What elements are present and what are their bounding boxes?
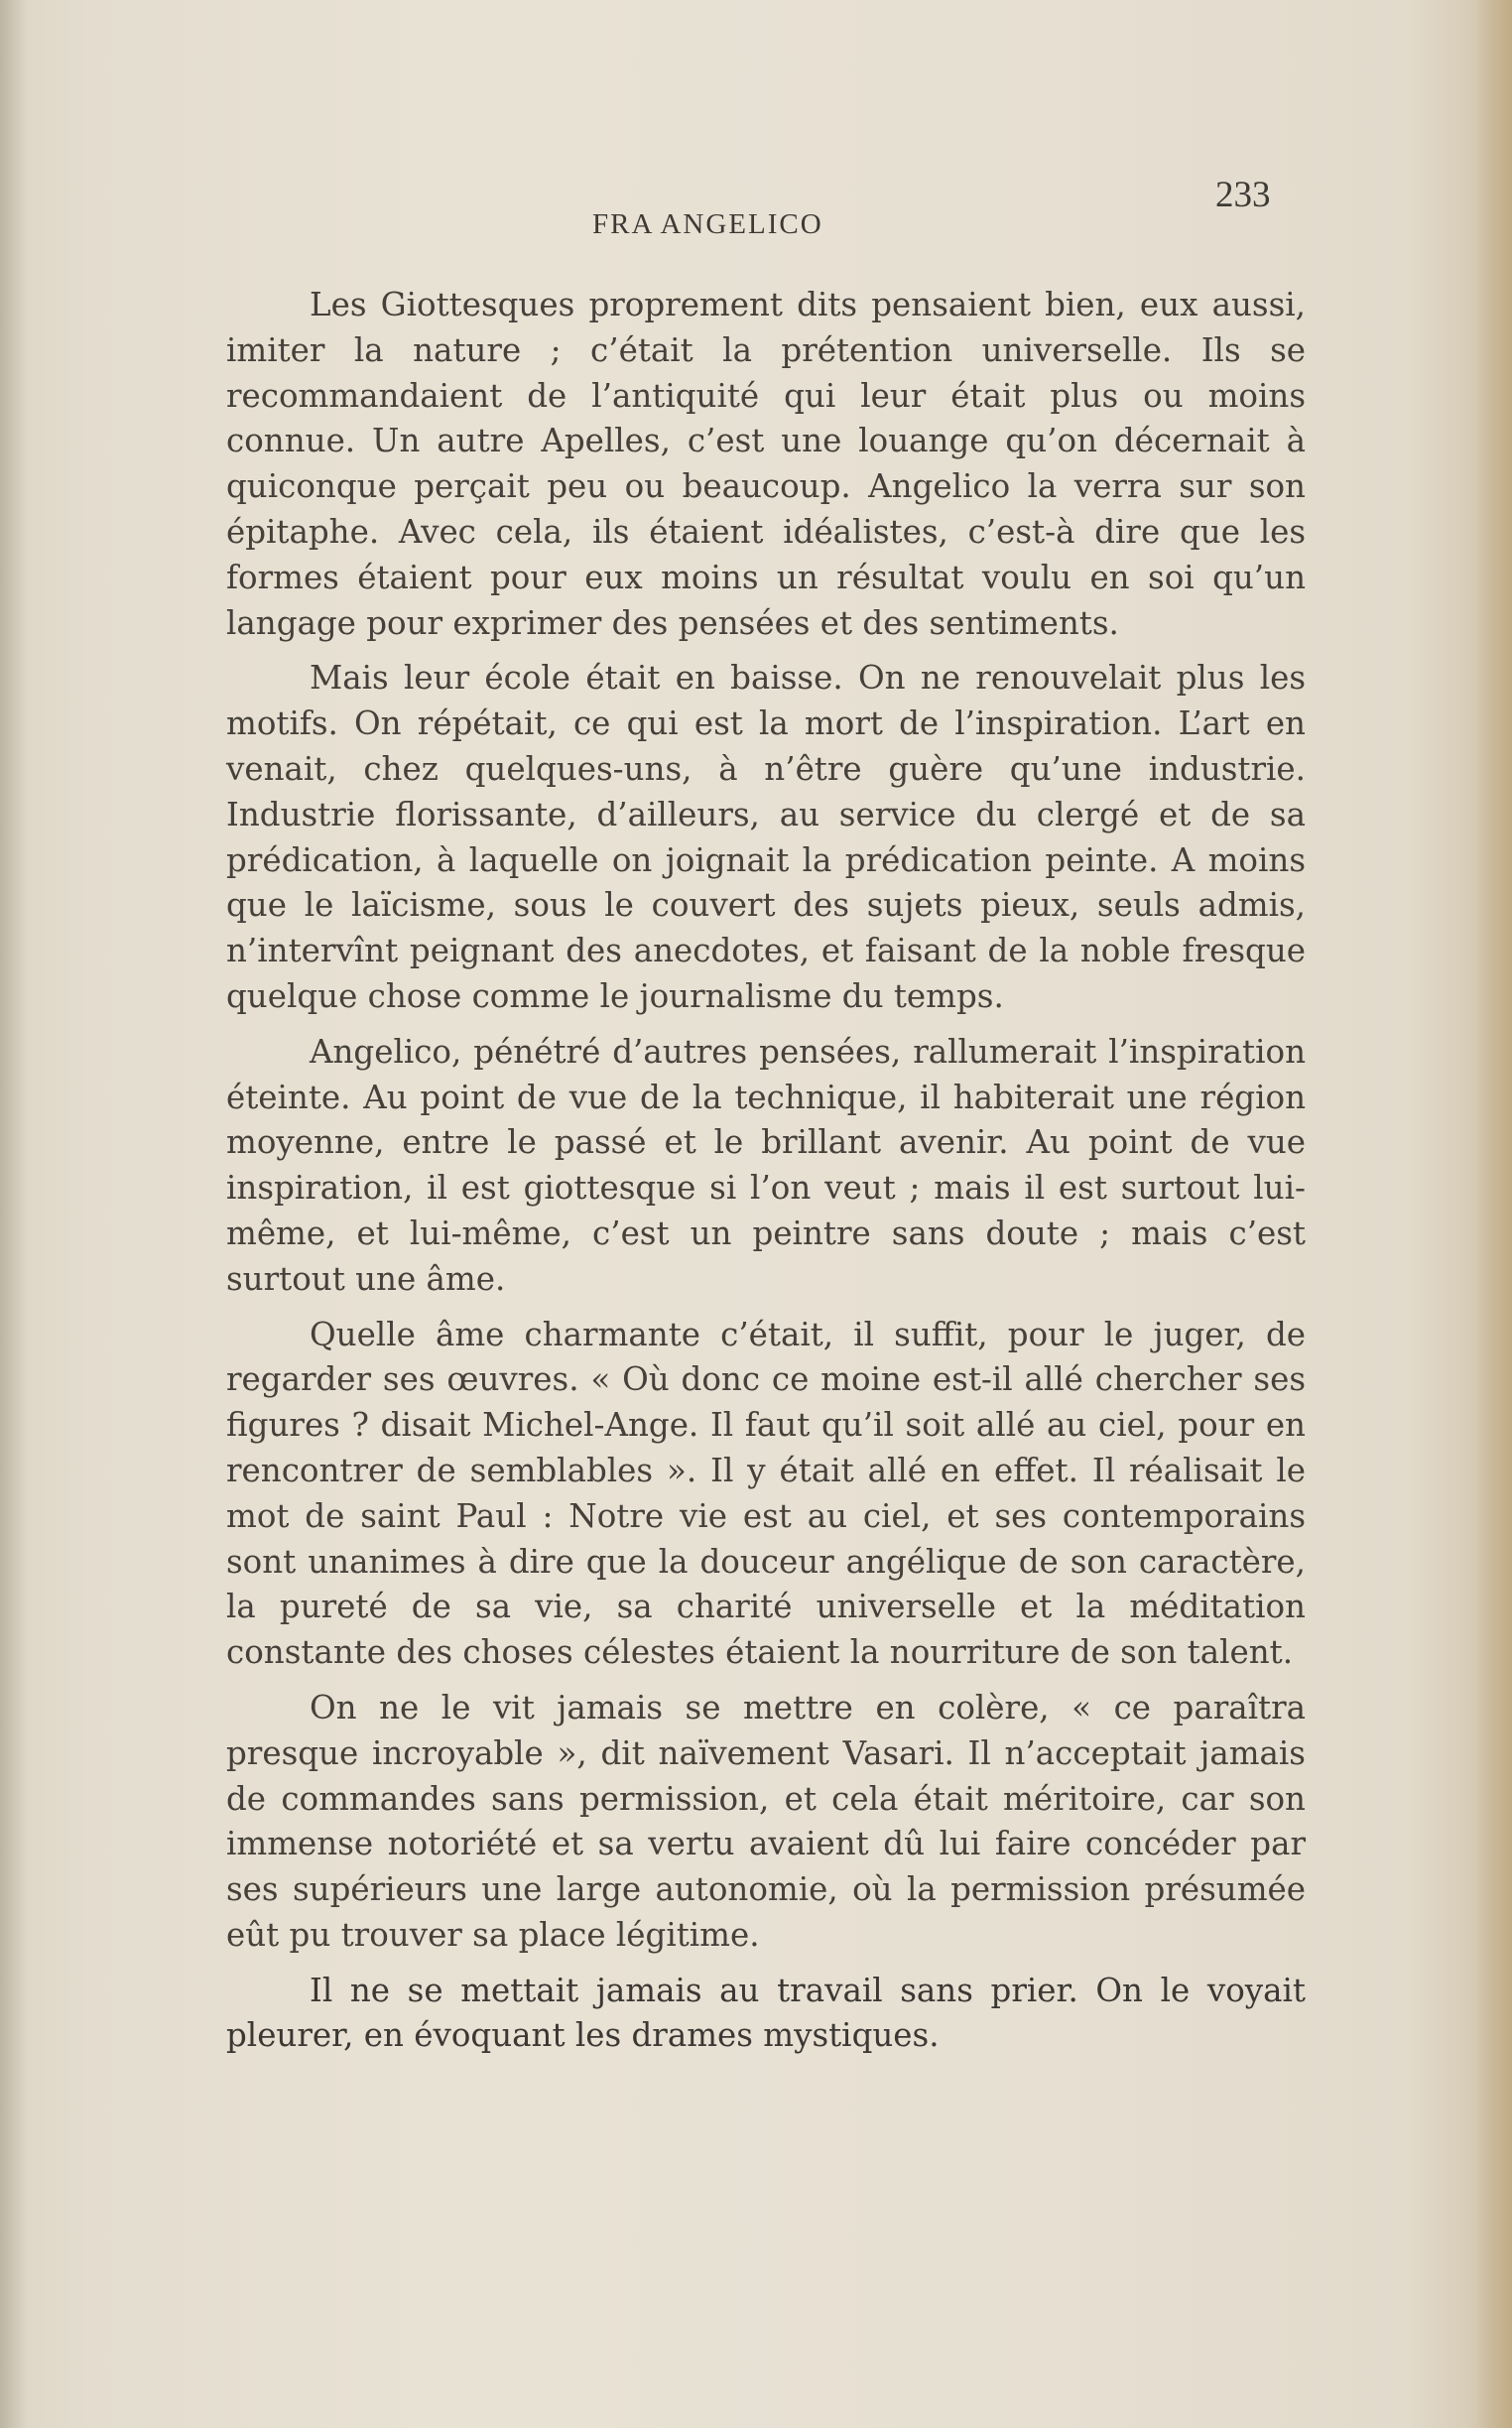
paragraph-ecole-en-baisse: Mais leur école était en baisse. On ne renouvelait plus les motifs. On répétait, ce qui est la mort de l’inspiration. L’art en venait, chez quelques-uns, à n’être guère qu’une industrie. Industrie florissante, d’ailleurs, au service du clergé et de sa prédication, à laquelle on joignait la prédication peinte. A moins que le laïcisme, sous le couvert des sujets pieux, seuls admis, n’intervînt peignant des anecdotes, et faisant de la noble fresque quelque chose comme le journalisme du temps. xyxy=(226,659,1306,1015)
paragraph-prier: Il ne se mettait jamais au travail sans prier. On le voyait pleurer, en évoquant les drames mystiques. xyxy=(226,1971,1306,2055)
paragraph-angelico-inspiration: Angelico, pénétré d’autres pensées, rallumerait l’inspiration éteinte. Au point de vue de la technique, il habiterait une région moyenne, entre le passé et le brillant avenir. Au point de vue inspiration, il est giottesque si l’on veut ; mais il est surtout lui-même, et lui-même, c’est un peintre sans doute ; mais c’est surtout une âme. xyxy=(226,1032,1306,1298)
body-text xyxy=(226,283,1306,2069)
paragraph-ame-charmante: Quelle âme charmante c’était, il suffit, pour le juger, de regarder ses œuvres. « Où donc ce moine est-il allé chercher ses figures ? disait Michel-Ange. Il faut qu’il soit allé au ciel, pour en rencontrer de semblables ». Il y était allé en effet. Il réalisait le mot de saint Paul : Notre vie est au ciel, et ses contemporains sont unanimes à dire que la douceur angélique de son caractère, la pureté de sa vie, sa charité universelle et la méditation constante des choses célestes étaient la nourriture de son talent. xyxy=(226,1315,1306,1672)
running-title: FRA ANGELICO xyxy=(592,208,823,240)
paragraph-giottesques: Les Giottesques proprement dits pensaient bien, eux aussi, imiter la nature ; c’était la prétention universelle. Ils se recommandaient de l’antiquité qui leur était plus ou moins connue. Un autre Apelles, c’est une louange qu’on décernait à quiconque perçait peu ou beaucoup. Angelico la verra sur son épitaphe. Avec cela, ils étaient idéalistes, c’est-à dire que les formes étaient pour eux moins un résultat voulu en soi qu’un langage pour exprimer des pensées et des sentiments. xyxy=(226,286,1306,642)
spine-shadow xyxy=(0,0,28,2428)
page-edge-stain xyxy=(1476,0,1512,2428)
paragraph-vasari: On ne le vit jamais se mettre en colère, « ce paraîtra presque incroyable », dit naïvement Vasari. Il n’acceptait jamais de commandes sans permission, et cela était méritoire, car son immense notoriété et sa vertu avaient dû lui faire concéder par ses supérieurs une large autonomie, où la permission présumée eût pu trouver sa place légitime. xyxy=(226,1688,1306,1954)
page-number: 233 xyxy=(1215,175,1271,215)
